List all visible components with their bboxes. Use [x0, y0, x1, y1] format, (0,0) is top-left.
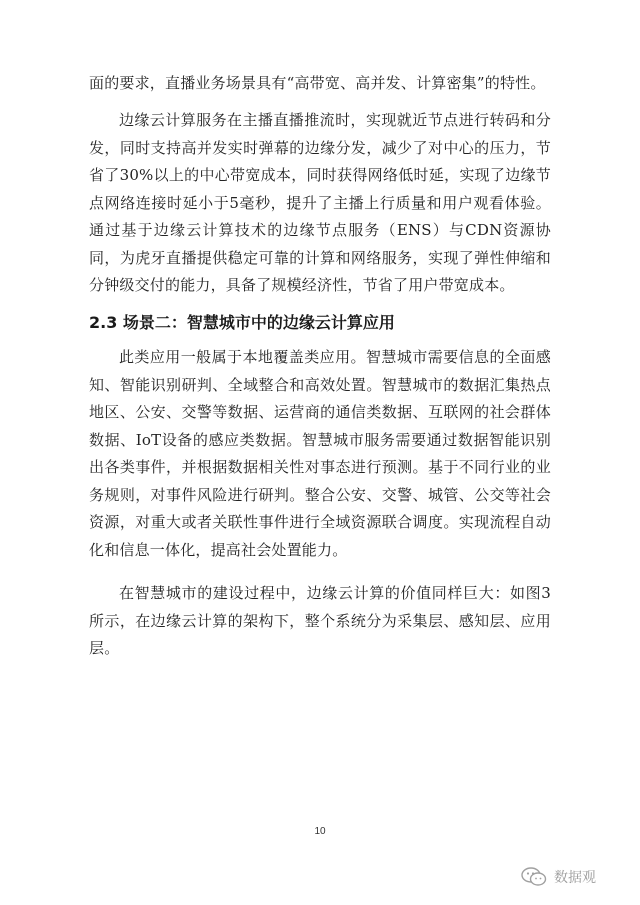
paragraph-edge-cloud-live: 边缘云计算服务在主播直播推流时，实现就近节点进行转码和分发，同时支持高并发实时弹幕的边缘分发，减少了对中心的压力，节省了30%以上的中心带宽成本，同时获得网络低时延，实现了边缘节点网络连接时延小于5毫秒，提升了主播上行质量和用户观看体验。通过基于边缘云计算技术的边缘节点服务（ENS）与CDN资源协同，为虎牙直播提供稳定可靠的计算和网络服务，实现了弹性伸缩和分钟级交付的能力，具备了规模经济性，节省了用户带宽成本。: [89, 111, 551, 294]
watermark-text: 数据观: [554, 870, 596, 886]
watermark: [520, 866, 596, 888]
page-number: 10: [314, 826, 326, 837]
wechat-icon: [520, 866, 548, 888]
paragraph-smart-city-architecture: 在智慧城市的建设过程中，边缘云计算的价值同样巨大：如图3所示，在边缘云计算的架构下，整个系统分为采集层、感知层、应用层。: [89, 584, 551, 657]
paragraph-live-streaming-tail: 面的要求，直播业务场景具有“高带宽、高并发、计算密集”的特性。: [89, 74, 546, 92]
section-heading: 2.3 场景二：智慧城市中的边缘云计算应用: [89, 313, 395, 332]
paragraph-smart-city: 此类应用一般属于本地覆盖类应用。智慧城市需要信息的全面感知、智能识别研判、全域整合和高效处置。智慧城市的数据汇集热点地区、公安、交警等数据、运营商的通信类数据、互联网的社会群体数据、IoT设备的感应类数据。智慧城市服务需要通过数据智能识别出各类事件，并根据数据相关性对事态进行预测。基于不同行业的业务规则，对事件风险进行研判。整合公安、交警、城管、公交等社会资源，对重大或者关联性事件进行全域资源联合调度。实现流程自动化和信息一体化，提高社会处置能力。: [89, 348, 551, 559]
